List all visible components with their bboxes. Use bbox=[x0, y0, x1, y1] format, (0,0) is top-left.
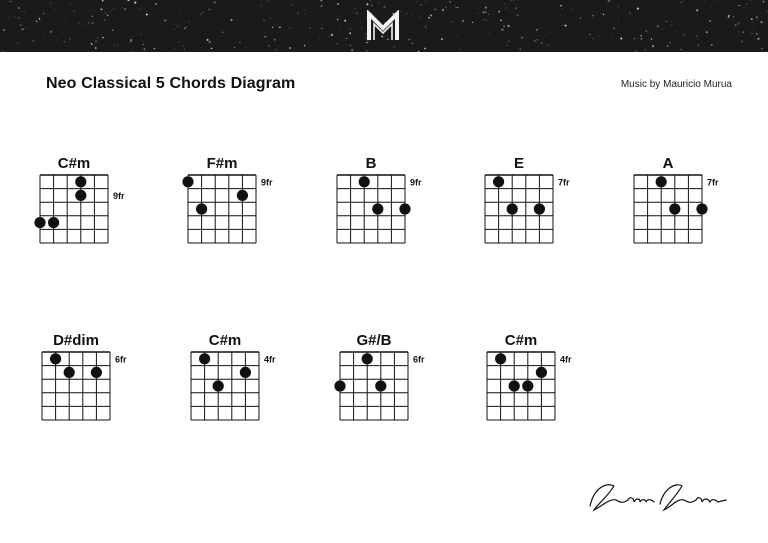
fret-position-label: 4fr bbox=[560, 354, 572, 365]
finger-dot bbox=[48, 217, 59, 228]
header-banner bbox=[0, 0, 768, 52]
finger-dot bbox=[495, 353, 506, 364]
finger-dot bbox=[199, 353, 210, 364]
fretboard-grid bbox=[188, 175, 286, 253]
fretboard-grid bbox=[40, 175, 138, 253]
finger-dot bbox=[536, 367, 547, 378]
credit-text: Music by Mauricio Murua bbox=[620, 79, 732, 90]
fret-position-label: 7fr bbox=[707, 177, 719, 188]
page-title: Neo Classical 5 Chords Diagram bbox=[46, 75, 296, 92]
chord-diagram bbox=[188, 155, 298, 295]
chord-name: E bbox=[513, 155, 524, 172]
chord-name: B bbox=[365, 155, 377, 172]
finger-dot bbox=[509, 380, 520, 391]
chord-name: C#m bbox=[504, 332, 538, 349]
chord-name: C#m bbox=[57, 155, 91, 172]
finger-dot bbox=[375, 380, 386, 391]
finger-dot bbox=[656, 176, 667, 187]
fret-position-label: 7fr bbox=[558, 177, 570, 188]
chord-diagram bbox=[487, 332, 597, 472]
finger-dot bbox=[64, 367, 75, 378]
signature bbox=[584, 476, 732, 516]
finger-dot bbox=[34, 217, 45, 228]
chord-diagram bbox=[191, 332, 301, 472]
chord-diagram bbox=[337, 155, 447, 295]
m-monogram-icon bbox=[366, 10, 400, 42]
finger-dot bbox=[362, 353, 373, 364]
fret-position-label: 4fr bbox=[264, 354, 276, 365]
fretboard-grid bbox=[634, 175, 732, 253]
finger-dot bbox=[91, 367, 102, 378]
finger-dot bbox=[534, 203, 545, 214]
finger-dot bbox=[493, 176, 504, 187]
finger-dot bbox=[213, 380, 224, 391]
finger-dot bbox=[522, 380, 533, 391]
chord-diagram bbox=[634, 155, 744, 295]
finger-dot bbox=[696, 203, 707, 214]
fretboard-grid bbox=[337, 175, 435, 253]
finger-dot bbox=[507, 203, 518, 214]
chord-name: A bbox=[662, 155, 674, 172]
chord-diagram bbox=[40, 155, 150, 295]
fret-position-label: 9fr bbox=[410, 177, 422, 188]
finger-dot bbox=[399, 203, 410, 214]
finger-dot bbox=[237, 190, 248, 201]
finger-dot bbox=[75, 190, 86, 201]
finger-dot bbox=[669, 203, 680, 214]
fret-position-label: 9fr bbox=[113, 190, 125, 201]
chord-name: D#dim bbox=[53, 332, 99, 349]
finger-dot bbox=[50, 353, 61, 364]
chord-diagram bbox=[340, 332, 450, 472]
finger-dot bbox=[196, 203, 207, 214]
fretboard-grid bbox=[42, 352, 140, 430]
chord-diagram bbox=[42, 332, 152, 472]
fret-position-label: 6fr bbox=[413, 354, 425, 365]
finger-dot bbox=[334, 380, 345, 391]
fretboard-grid bbox=[191, 352, 289, 430]
chord-name: C#m bbox=[208, 332, 242, 349]
fret-position-label: 9fr bbox=[261, 177, 273, 188]
chord-diagram bbox=[485, 155, 595, 295]
fretboard-grid bbox=[485, 175, 583, 253]
fretboard-grid bbox=[487, 352, 585, 430]
fretboard-grid bbox=[340, 352, 438, 430]
finger-dot bbox=[240, 367, 251, 378]
finger-dot bbox=[75, 176, 86, 187]
finger-dot bbox=[182, 176, 193, 187]
chord-name: F#m bbox=[206, 155, 238, 172]
chord-name: G#/B bbox=[356, 332, 392, 349]
fret-position-label: 6fr bbox=[115, 354, 127, 365]
finger-dot bbox=[372, 203, 383, 214]
finger-dot bbox=[359, 176, 370, 187]
